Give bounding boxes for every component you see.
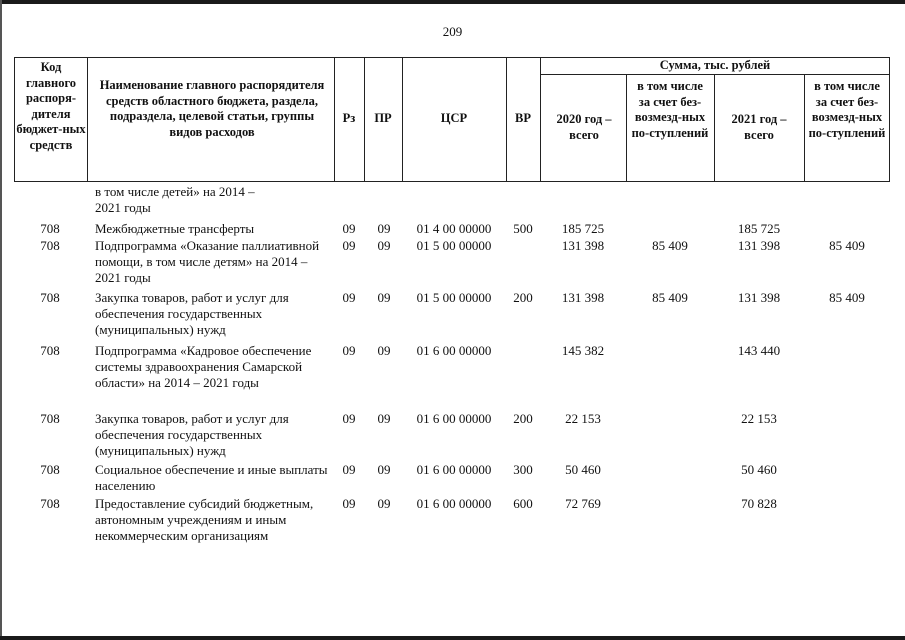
cell-2020-free: 85 409 — [652, 290, 688, 305]
cell-csr: 01 5 00 00000 — [416, 238, 492, 253]
cell-rz: 09 — [342, 238, 356, 253]
cell-2020-total: 131 398 — [561, 238, 605, 253]
cell-pr: 09 — [377, 290, 391, 305]
cell-kod: 708 — [40, 411, 60, 426]
cell-pr: 09 — [377, 221, 391, 236]
cell-2021-total: 50 460 — [741, 462, 777, 477]
cell-rz: 09 — [342, 496, 356, 511]
cell-rz: 09 — [342, 343, 356, 358]
cell-kod: 708 — [40, 238, 60, 253]
bottom-border — [0, 636, 905, 640]
header-pr: ПР — [374, 111, 392, 125]
continuation-text: в том числе детей» на 2014 – 2021 годы — [95, 184, 255, 215]
cell-name: Подпрограмма «Оказание паллиативной помощи, в том числе детям» на 2014 – 2021 годы — [95, 238, 320, 285]
cell-csr: 01 6 00 00000 — [416, 411, 492, 426]
cell-kod: 708 — [40, 462, 60, 477]
cell-vr: 200 — [513, 290, 533, 305]
cell-name: Закупка товаров, работ и услуг для обеспечения государственных (муниципальных) нужд — [95, 290, 289, 337]
header-2020-total: 2020 год – всего — [556, 112, 612, 142]
cell-pr: 09 — [377, 238, 391, 253]
cell-rz: 09 — [342, 221, 356, 236]
cell-vr: 500 — [513, 221, 533, 236]
cell-2021-total: 131 398 — [737, 290, 781, 305]
cell-name: Подпрограмма «Кадровое обеспечение системы здравоохранения Самарской области» на 2014 – 2021 годы — [95, 343, 312, 390]
cell-csr: 01 4 00 00000 — [416, 221, 492, 236]
cell-2020-total: 22 153 — [565, 411, 601, 426]
cell-vr: 200 — [513, 411, 533, 426]
cell-2020-total: 185 725 — [561, 221, 605, 236]
cell-2021-free: 85 409 — [829, 238, 865, 253]
cell-csr: 01 6 00 00000 — [416, 462, 492, 477]
cell-pr: 09 — [377, 343, 391, 358]
header-summa: Сумма, тыс. рублей — [659, 58, 771, 72]
cell-kod: 708 — [40, 221, 60, 236]
cell-2021-total: 185 725 — [737, 221, 781, 236]
cell-2021-total: 22 153 — [741, 411, 777, 426]
cell-csr: 01 6 00 00000 — [416, 496, 492, 511]
header-rz: Рз — [342, 111, 356, 125]
cell-2021-total: 131 398 — [737, 238, 781, 253]
cell-pr: 09 — [377, 462, 391, 477]
header-vr: ВР — [515, 111, 531, 125]
header-csr: ЦСР — [440, 111, 468, 125]
header-2021-free: в том числе за счет без-возмезд-ных по-ступлений — [808, 79, 886, 140]
cell-rz: 09 — [342, 411, 356, 426]
cell-rz: 09 — [342, 290, 356, 305]
header-kod: Код главного распоря-дителя бюджет-ных средств — [16, 60, 86, 152]
cell-rz: 09 — [342, 462, 356, 477]
header-name: Наименование главного распорядителя средств областного бюджета, раздела, подраздела, целевой статьи, группы видов расходов — [99, 78, 325, 139]
cell-kod: 708 — [40, 290, 60, 305]
cell-2020-total: 50 460 — [565, 462, 601, 477]
cell-pr: 09 — [377, 411, 391, 426]
cell-kod: 708 — [40, 343, 60, 358]
cell-2021-total: 143 440 — [737, 343, 781, 358]
header-2020-free: в том числе за счет без-возмезд-ных по-ступлений — [631, 79, 709, 140]
cell-pr: 09 — [377, 496, 391, 511]
cell-name: Межбюджетные трансферты — [95, 221, 255, 236]
cell-csr: 01 6 00 00000 — [416, 343, 492, 358]
cell-vr: 300 — [513, 462, 533, 477]
cell-kod: 708 — [40, 496, 60, 511]
cell-2021-total: 70 828 — [741, 496, 777, 511]
cell-2020-total: 131 398 — [561, 290, 605, 305]
cell-name: Закупка товаров, работ и услуг для обеспечения государственных (муниципальных) нужд — [95, 411, 289, 458]
left-edge — [0, 0, 2, 640]
top-border — [0, 0, 905, 4]
cell-2020-free: 85 409 — [652, 238, 688, 253]
cell-2020-total: 72 769 — [565, 496, 601, 511]
cell-vr: 600 — [513, 496, 533, 511]
cell-name: Предоставление субсидий бюджетным, автономным учреждениям и иным некоммерческим организациям — [95, 496, 314, 543]
cell-csr: 01 5 00 00000 — [416, 290, 492, 305]
page-number: 209 — [442, 24, 463, 39]
header-2021-total: 2021 год – всего — [731, 112, 787, 142]
cell-2021-free: 85 409 — [829, 290, 865, 305]
cell-2020-total: 145 382 — [561, 343, 605, 358]
cell-name: Социальное обеспечение и иные выплаты населению — [95, 462, 328, 493]
